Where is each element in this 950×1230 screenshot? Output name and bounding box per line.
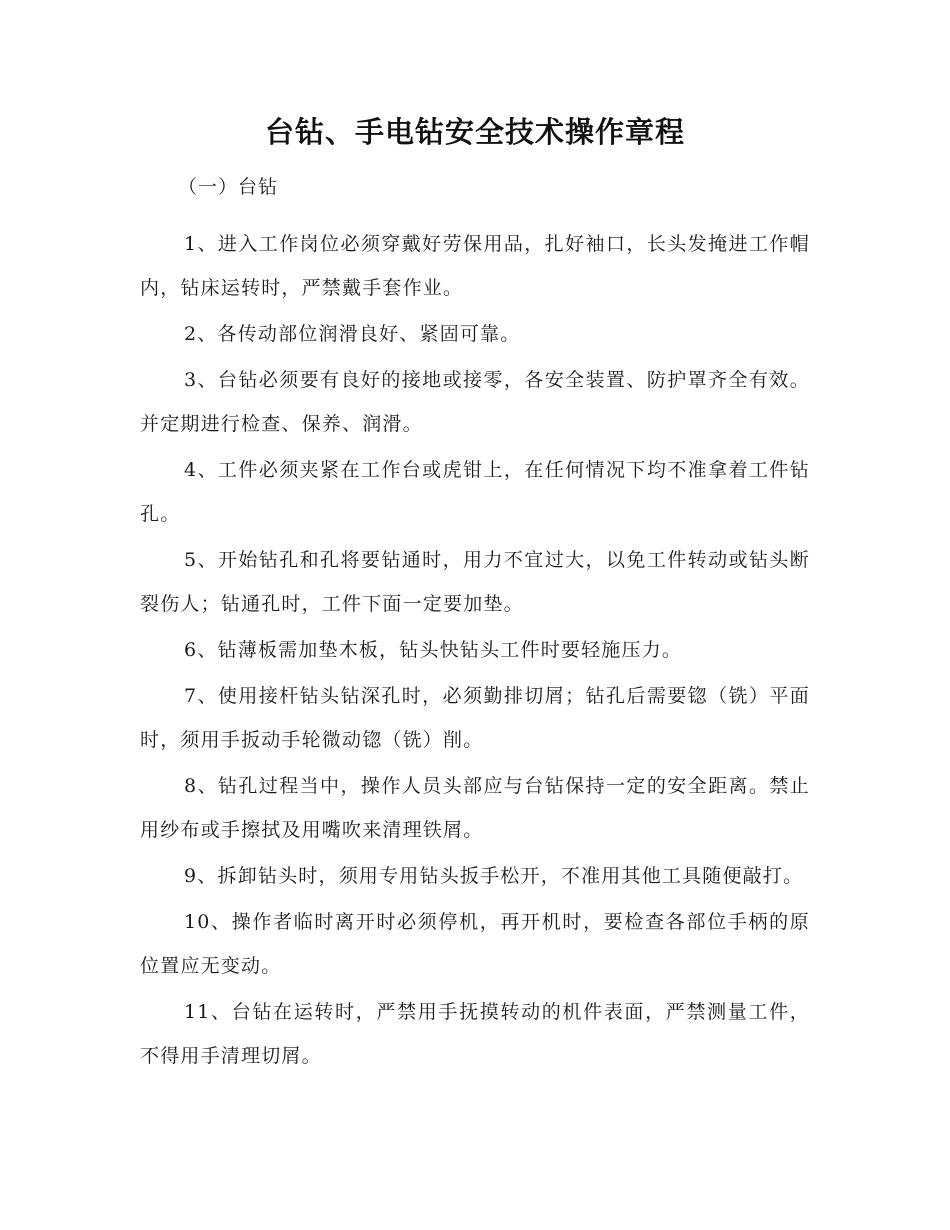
paragraph-list bbox=[140, 222, 810, 1080]
paragraph: 1、进入工作岗位必须穿戴好劳保用品，扎好袖口，长头发掩进工作帽内，钻床运转时，严禁戴手套作业。 bbox=[140, 233, 810, 299]
paragraph: 4、工件必须夹紧在工作台或虎钳上，在任何情况下均不准拿着工件钻孔。 bbox=[140, 459, 810, 525]
section-heading: （一）台钻 bbox=[178, 176, 279, 198]
paragraph: 9、拆卸钻头时，须用专用钻头扳手松开，不准用其他工具随便敲打。 bbox=[184, 865, 804, 887]
paragraph: 3、台钻必须要有良好的接地或接零，各安全装置、防护罩齐全有效。并定期进行检查、保养、润滑。 bbox=[140, 369, 810, 435]
paragraph: 8、钻孔过程当中，操作人员头部应与台钻保持一定的安全距离。禁止用纱布或手擦拭及用嘴吹来清理铁屑。 bbox=[140, 775, 810, 841]
document-title: 台钻、手电钻安全技术操作章程 bbox=[264, 115, 685, 149]
paragraph: 5、开始钻孔和孔将要钻通时，用力不宜过大，以免工件转动或钻头断裂伤人；钻通孔时，工件下面一定要加垫。 bbox=[140, 549, 810, 615]
paragraph: 11、台钻在运转时，严禁用手抚摸转动的机件表面，严禁测量工件，不得用手清理切屑。 bbox=[140, 1001, 810, 1067]
paragraph: 10、操作者临时离开时必须停机，再开机时，要检查各部位手柄的原位置应无变动。 bbox=[140, 911, 810, 977]
paragraph: 2、各传动部位润滑良好、紧固可靠。 bbox=[184, 323, 521, 345]
paragraph: 6、钻薄板需加垫木板，钻头快钻头工件时要轻施压力。 bbox=[184, 639, 683, 661]
paragraph: 7、使用接杆钻头钻深孔时，必须勤排切屑；钻孔后需要锪（铣）平面时，须用手扳动手轮微动锪（铣）削。 bbox=[140, 685, 810, 751]
